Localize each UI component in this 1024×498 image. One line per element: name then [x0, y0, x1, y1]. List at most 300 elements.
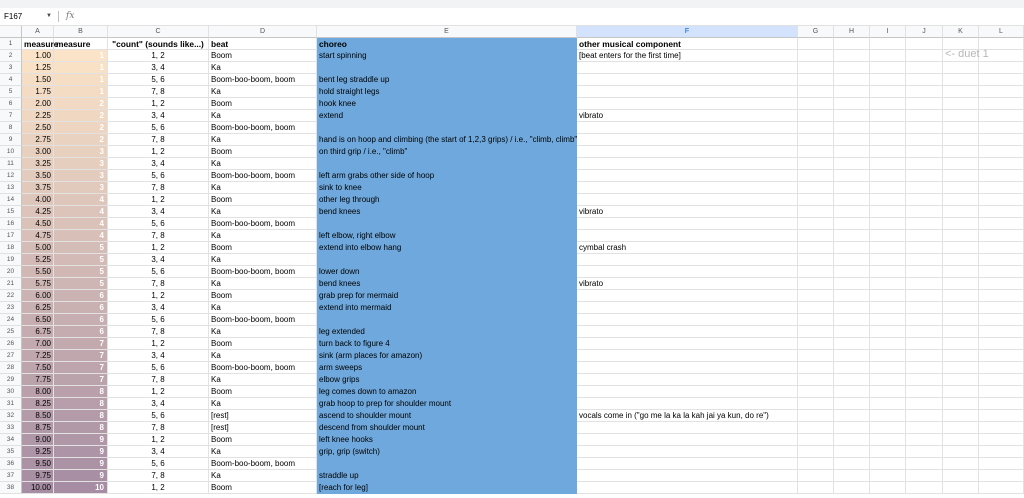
measure-decimal-cell[interactable]: 3.25 — [22, 158, 54, 170]
empty-cell[interactable] — [979, 422, 1024, 434]
measure-decimal-cell[interactable]: 2.00 — [22, 98, 54, 110]
empty-cell[interactable] — [943, 278, 979, 290]
empty-cell[interactable] — [798, 170, 834, 182]
musical-component-cell[interactable] — [577, 170, 798, 182]
musical-component-cell[interactable] — [577, 230, 798, 242]
measure-number-cell[interactable]: 4 — [54, 230, 108, 242]
measure-number-cell[interactable]: 9 — [54, 446, 108, 458]
measure-decimal-cell[interactable]: 4.25 — [22, 206, 54, 218]
empty-cell[interactable] — [798, 122, 834, 134]
measure-number-cell[interactable]: 2 — [54, 98, 108, 110]
empty-cell[interactable] — [943, 218, 979, 230]
choreo-cell[interactable]: on third grip / i.e., "climb" — [317, 146, 577, 158]
beat-cell[interactable]: Ka — [209, 446, 317, 458]
measure-decimal-cell[interactable]: 3.00 — [22, 146, 54, 158]
row-header[interactable]: 28 — [0, 362, 22, 374]
row-header[interactable]: 6 — [0, 98, 22, 110]
header-cell-e[interactable]: choreo — [317, 38, 577, 50]
row-header[interactable]: 17 — [0, 230, 22, 242]
empty-cell[interactable] — [870, 266, 906, 278]
column-header-h[interactable]: H — [834, 26, 870, 38]
empty-cell[interactable] — [943, 458, 979, 470]
empty-cell[interactable] — [906, 74, 943, 86]
count-cell[interactable]: 3, 4 — [108, 398, 209, 410]
musical-component-cell[interactable] — [577, 86, 798, 98]
measure-number-cell[interactable]: 7 — [54, 350, 108, 362]
empty-cell[interactable] — [943, 110, 979, 122]
measure-decimal-cell[interactable]: 3.50 — [22, 170, 54, 182]
empty-cell[interactable] — [834, 206, 870, 218]
beat-cell[interactable]: Ka — [209, 134, 317, 146]
empty-cell[interactable] — [798, 98, 834, 110]
empty-cell[interactable] — [943, 398, 979, 410]
measure-number-cell[interactable]: 4 — [54, 206, 108, 218]
empty-cell[interactable] — [979, 302, 1024, 314]
musical-component-cell[interactable] — [577, 362, 798, 374]
empty-cell[interactable] — [943, 194, 979, 206]
empty-cell[interactable] — [798, 266, 834, 278]
musical-component-cell[interactable] — [577, 194, 798, 206]
measure-decimal-cell[interactable]: 4.00 — [22, 194, 54, 206]
empty-cell[interactable] — [870, 386, 906, 398]
choreo-cell[interactable]: start spinning — [317, 50, 577, 62]
empty-cell[interactable] — [798, 362, 834, 374]
empty-cell[interactable] — [943, 182, 979, 194]
empty-cell[interactable] — [979, 194, 1024, 206]
beat-cell[interactable]: Ka — [209, 62, 317, 74]
count-cell[interactable]: 3, 4 — [108, 110, 209, 122]
choreo-cell[interactable]: lower down — [317, 266, 577, 278]
empty-cell[interactable] — [943, 314, 979, 326]
measure-number-cell[interactable]: 6 — [54, 290, 108, 302]
empty-cell[interactable] — [834, 314, 870, 326]
row-header[interactable]: 36 — [0, 458, 22, 470]
header-cell-a[interactable]: measure — [24, 39, 59, 49]
row-header[interactable]: 1 — [0, 38, 22, 50]
empty-cell[interactable] — [979, 374, 1024, 386]
empty-cell[interactable] — [834, 338, 870, 350]
empty-cell[interactable] — [979, 206, 1024, 218]
empty-cell[interactable] — [979, 242, 1024, 254]
measure-decimal-cell[interactable]: 8.00 — [22, 386, 54, 398]
empty-cell[interactable] — [870, 38, 906, 50]
measure-number-cell[interactable]: 1 — [54, 74, 108, 86]
count-cell[interactable]: 5, 6 — [108, 362, 209, 374]
choreo-cell[interactable] — [317, 254, 577, 266]
choreo-cell[interactable]: bend knees — [317, 206, 577, 218]
chevron-down-icon[interactable]: ▼ — [46, 13, 52, 19]
measure-number-cell[interactable]: 3 — [54, 170, 108, 182]
empty-cell[interactable] — [870, 278, 906, 290]
count-cell[interactable]: 5, 6 — [108, 314, 209, 326]
empty-cell[interactable] — [870, 482, 906, 494]
musical-component-cell[interactable] — [577, 314, 798, 326]
empty-cell[interactable] — [979, 326, 1024, 338]
beat-cell[interactable]: Boom — [209, 290, 317, 302]
empty-cell[interactable] — [906, 110, 943, 122]
measure-decimal-cell[interactable]: 2.25 — [22, 110, 54, 122]
empty-cell[interactable] — [943, 98, 979, 110]
header-cell-f[interactable]: other musical component — [577, 38, 798, 50]
row-header[interactable]: 13 — [0, 182, 22, 194]
measure-decimal-cell[interactable]: 6.75 — [22, 326, 54, 338]
empty-cell[interactable] — [870, 254, 906, 266]
choreo-cell[interactable] — [317, 218, 577, 230]
empty-cell[interactable] — [906, 218, 943, 230]
empty-cell[interactable] — [798, 434, 834, 446]
musical-component-cell[interactable] — [577, 122, 798, 134]
row-header[interactable]: 3 — [0, 62, 22, 74]
measure-decimal-cell[interactable]: 8.50 — [22, 410, 54, 422]
empty-cell[interactable] — [834, 254, 870, 266]
empty-cell[interactable] — [834, 446, 870, 458]
empty-cell[interactable] — [798, 410, 834, 422]
musical-component-cell[interactable]: cymbal crash — [577, 242, 798, 254]
empty-cell[interactable] — [906, 242, 943, 254]
measure-number-cell[interactable]: 2 — [54, 110, 108, 122]
count-cell[interactable]: 5, 6 — [108, 74, 209, 86]
count-cell[interactable]: 1, 2 — [108, 338, 209, 350]
measure-number-cell[interactable]: 8 — [54, 422, 108, 434]
empty-cell[interactable] — [979, 386, 1024, 398]
empty-cell[interactable] — [870, 470, 906, 482]
empty-cell[interactable] — [834, 230, 870, 242]
choreo-cell[interactable]: elbow grips — [317, 374, 577, 386]
empty-cell[interactable] — [979, 314, 1024, 326]
empty-cell[interactable] — [943, 302, 979, 314]
musical-component-cell[interactable] — [577, 62, 798, 74]
beat-cell[interactable]: Boom-boo-boom, boom — [209, 218, 317, 230]
empty-cell[interactable] — [870, 182, 906, 194]
measure-number-cell[interactable]: 1 — [54, 50, 108, 62]
beat-cell[interactable]: Ka — [209, 374, 317, 386]
header-cell-b[interactable]: measure — [54, 38, 108, 50]
empty-cell[interactable] — [870, 98, 906, 110]
count-cell[interactable]: 7, 8 — [108, 278, 209, 290]
empty-cell[interactable] — [870, 134, 906, 146]
musical-component-cell[interactable] — [577, 434, 798, 446]
column-header-i[interactable]: I — [870, 26, 906, 38]
empty-cell[interactable] — [979, 182, 1024, 194]
empty-cell[interactable] — [943, 434, 979, 446]
empty-cell[interactable] — [906, 326, 943, 338]
measure-number-cell[interactable]: 3 — [54, 182, 108, 194]
empty-cell[interactable] — [798, 422, 834, 434]
beat-cell[interactable]: Ka — [209, 110, 317, 122]
musical-component-cell[interactable]: vibrato — [577, 278, 798, 290]
measure-decimal-cell[interactable]: 9.50 — [22, 458, 54, 470]
beat-cell[interactable]: Ka — [209, 182, 317, 194]
empty-cell[interactable] — [979, 410, 1024, 422]
count-cell[interactable]: 1, 2 — [108, 290, 209, 302]
row-header[interactable]: 33 — [0, 422, 22, 434]
measure-number-cell[interactable]: 6 — [54, 326, 108, 338]
count-cell[interactable]: 3, 4 — [108, 62, 209, 74]
count-cell[interactable]: 5, 6 — [108, 170, 209, 182]
empty-cell[interactable] — [870, 242, 906, 254]
choreo-cell[interactable]: left arm grabs other side of hoop — [317, 170, 577, 182]
empty-cell[interactable] — [979, 146, 1024, 158]
empty-cell[interactable] — [943, 350, 979, 362]
empty-cell[interactable] — [979, 338, 1024, 350]
measure-decimal-cell[interactable]: 4.75 — [22, 230, 54, 242]
measure-decimal-cell[interactable]: 7.25 — [22, 350, 54, 362]
measure-number-cell[interactable]: 7 — [54, 338, 108, 350]
beat-cell[interactable]: Boom-boo-boom, boom — [209, 458, 317, 470]
column-header-l[interactable]: L — [979, 26, 1024, 38]
empty-cell[interactable] — [834, 266, 870, 278]
empty-cell[interactable] — [943, 386, 979, 398]
musical-component-cell[interactable] — [577, 374, 798, 386]
empty-cell[interactable] — [798, 38, 834, 50]
empty-cell[interactable] — [834, 194, 870, 206]
row-header[interactable]: 21 — [0, 278, 22, 290]
empty-cell[interactable] — [943, 170, 979, 182]
measure-decimal-cell[interactable]: 7.00 — [22, 338, 54, 350]
row-header[interactable]: 22 — [0, 290, 22, 302]
measure-number-cell[interactable]: 3 — [54, 158, 108, 170]
row-header[interactable]: 7 — [0, 110, 22, 122]
row-header[interactable]: 29 — [0, 374, 22, 386]
empty-cell[interactable] — [834, 290, 870, 302]
musical-component-cell[interactable]: vibrato — [577, 110, 798, 122]
empty-cell[interactable] — [798, 86, 834, 98]
header-cell-d[interactable]: beat — [209, 38, 317, 50]
empty-cell[interactable] — [979, 158, 1024, 170]
beat-cell[interactable]: Ka — [209, 86, 317, 98]
count-cell[interactable]: 7, 8 — [108, 230, 209, 242]
empty-cell[interactable] — [798, 386, 834, 398]
row-header[interactable]: 4 — [0, 74, 22, 86]
empty-cell[interactable] — [943, 290, 979, 302]
empty-cell[interactable] — [870, 86, 906, 98]
row-header[interactable]: 27 — [0, 350, 22, 362]
empty-cell[interactable] — [979, 170, 1024, 182]
empty-cell[interactable] — [979, 470, 1024, 482]
empty-cell[interactable] — [870, 422, 906, 434]
empty-cell[interactable] — [979, 62, 1024, 74]
empty-cell[interactable] — [834, 218, 870, 230]
empty-cell[interactable] — [834, 362, 870, 374]
empty-cell[interactable] — [979, 434, 1024, 446]
empty-cell[interactable] — [943, 146, 979, 158]
empty-cell[interactable] — [798, 254, 834, 266]
choreo-cell[interactable]: grip, grip (switch) — [317, 446, 577, 458]
measure-decimal-cell[interactable]: 6.25 — [22, 302, 54, 314]
musical-component-cell[interactable]: vibrato — [577, 206, 798, 218]
empty-cell[interactable] — [979, 218, 1024, 230]
row-header[interactable]: 37 — [0, 470, 22, 482]
empty-cell[interactable] — [906, 350, 943, 362]
musical-component-cell[interactable] — [577, 74, 798, 86]
measure-decimal-cell[interactable]: 9.75 — [22, 470, 54, 482]
beat-cell[interactable]: Boom — [209, 338, 317, 350]
empty-cell[interactable] — [979, 458, 1024, 470]
empty-cell[interactable] — [834, 350, 870, 362]
musical-component-cell[interactable] — [577, 146, 798, 158]
empty-cell[interactable] — [906, 38, 943, 50]
empty-cell[interactable] — [870, 158, 906, 170]
choreo-cell[interactable] — [317, 314, 577, 326]
empty-cell[interactable] — [979, 122, 1024, 134]
measure-number-cell[interactable]: 1 — [54, 62, 108, 74]
count-cell[interactable]: 5, 6 — [108, 266, 209, 278]
beat-cell[interactable]: Boom — [209, 434, 317, 446]
beat-cell[interactable]: Boom — [209, 386, 317, 398]
choreo-cell[interactable] — [317, 122, 577, 134]
empty-cell[interactable] — [979, 350, 1024, 362]
musical-component-cell[interactable] — [577, 458, 798, 470]
beat-cell[interactable]: Ka — [209, 278, 317, 290]
header-cell-c[interactable]: "count" (sounds like...) — [108, 38, 209, 50]
choreo-cell[interactable] — [317, 458, 577, 470]
musical-component-cell[interactable]: vocals come in ("go me la ka la kah jai ya kun, do re") — [577, 410, 798, 422]
column-header-c[interactable]: C — [108, 26, 209, 38]
empty-cell[interactable] — [798, 290, 834, 302]
empty-cell[interactable] — [834, 134, 870, 146]
empty-cell[interactable] — [906, 470, 943, 482]
beat-cell[interactable]: Boom-boo-boom, boom — [209, 314, 317, 326]
empty-cell[interactable] — [834, 398, 870, 410]
empty-cell[interactable] — [870, 446, 906, 458]
empty-cell[interactable] — [798, 374, 834, 386]
empty-cell[interactable] — [979, 446, 1024, 458]
measure-decimal-cell[interactable]: 1.25 — [22, 62, 54, 74]
empty-cell[interactable] — [834, 386, 870, 398]
measure-number-cell[interactable]: 7 — [54, 362, 108, 374]
count-cell[interactable]: 5, 6 — [108, 122, 209, 134]
empty-cell[interactable] — [979, 362, 1024, 374]
measure-decimal-cell[interactable]: 1.50 — [22, 74, 54, 86]
measure-decimal-cell[interactable]: 3.75 — [22, 182, 54, 194]
row-header[interactable]: 24 — [0, 314, 22, 326]
empty-cell[interactable] — [834, 62, 870, 74]
measure-number-cell[interactable]: 8 — [54, 386, 108, 398]
choreo-cell[interactable] — [317, 62, 577, 74]
choreo-cell[interactable]: arm sweeps — [317, 362, 577, 374]
empty-cell[interactable] — [906, 206, 943, 218]
empty-cell[interactable] — [834, 410, 870, 422]
empty-cell[interactable] — [943, 362, 979, 374]
count-cell[interactable]: 1, 2 — [108, 434, 209, 446]
musical-component-cell[interactable] — [577, 134, 798, 146]
row-header[interactable]: 32 — [0, 410, 22, 422]
empty-cell[interactable] — [870, 122, 906, 134]
musical-component-cell[interactable] — [577, 290, 798, 302]
row-header[interactable]: 19 — [0, 254, 22, 266]
measure-number-cell[interactable]: 4 — [54, 194, 108, 206]
measure-number-cell[interactable]: 3 — [54, 146, 108, 158]
beat-cell[interactable]: Boom — [209, 242, 317, 254]
measure-number-cell[interactable]: 5 — [54, 254, 108, 266]
empty-cell[interactable] — [798, 302, 834, 314]
empty-cell[interactable] — [798, 230, 834, 242]
empty-cell[interactable] — [798, 446, 834, 458]
musical-component-cell[interactable] — [577, 302, 798, 314]
measure-number-cell[interactable]: 4 — [54, 218, 108, 230]
empty-cell[interactable] — [979, 290, 1024, 302]
empty-cell[interactable] — [834, 326, 870, 338]
empty-cell[interactable] — [870, 362, 906, 374]
empty-cell[interactable] — [834, 302, 870, 314]
beat-cell[interactable]: [rest] — [209, 422, 317, 434]
beat-cell[interactable]: Ka — [209, 350, 317, 362]
empty-cell[interactable] — [943, 206, 979, 218]
empty-cell[interactable] — [979, 482, 1024, 494]
empty-cell[interactable] — [943, 422, 979, 434]
empty-cell[interactable] — [906, 86, 943, 98]
row-header[interactable]: 12 — [0, 170, 22, 182]
empty-cell[interactable] — [870, 218, 906, 230]
musical-component-cell[interactable] — [577, 470, 798, 482]
empty-cell[interactable] — [834, 50, 870, 62]
empty-cell[interactable] — [834, 38, 870, 50]
empty-cell[interactable] — [943, 410, 979, 422]
row-header[interactable]: 5 — [0, 86, 22, 98]
count-cell[interactable]: 3, 4 — [108, 446, 209, 458]
measure-number-cell[interactable]: 8 — [54, 398, 108, 410]
measure-number-cell[interactable]: 2 — [54, 134, 108, 146]
select-all-corner[interactable] — [0, 26, 22, 38]
empty-cell[interactable] — [906, 434, 943, 446]
choreo-cell[interactable]: turn back to figure 4 — [317, 338, 577, 350]
empty-cell[interactable] — [870, 62, 906, 74]
empty-cell[interactable] — [943, 482, 979, 494]
empty-cell[interactable] — [798, 314, 834, 326]
count-cell[interactable]: 3, 4 — [108, 206, 209, 218]
musical-component-cell[interactable] — [577, 98, 798, 110]
choreo-cell[interactable]: straddle up — [317, 470, 577, 482]
count-cell[interactable]: 1, 2 — [108, 242, 209, 254]
measure-number-cell[interactable]: 1 — [54, 86, 108, 98]
measure-decimal-cell[interactable]: 9.25 — [22, 446, 54, 458]
empty-cell[interactable] — [906, 314, 943, 326]
measure-decimal-cell[interactable]: 4.50 — [22, 218, 54, 230]
empty-cell[interactable] — [834, 182, 870, 194]
measure-decimal-cell[interactable]: 7.50 — [22, 362, 54, 374]
empty-cell[interactable] — [798, 50, 834, 62]
count-cell[interactable]: 3, 4 — [108, 350, 209, 362]
empty-cell[interactable] — [798, 158, 834, 170]
empty-cell[interactable] — [870, 146, 906, 158]
empty-cell[interactable] — [906, 194, 943, 206]
count-cell[interactable]: 1, 2 — [108, 194, 209, 206]
count-cell[interactable]: 7, 8 — [108, 86, 209, 98]
empty-cell[interactable] — [798, 482, 834, 494]
measure-decimal-cell[interactable]: 8.25 — [22, 398, 54, 410]
count-cell[interactable]: 7, 8 — [108, 422, 209, 434]
empty-cell[interactable] — [979, 278, 1024, 290]
beat-cell[interactable]: Boom-boo-boom, boom — [209, 362, 317, 374]
beat-cell[interactable]: Boom-boo-boom, boom — [209, 170, 317, 182]
empty-cell[interactable] — [870, 326, 906, 338]
empty-cell[interactable] — [906, 266, 943, 278]
count-cell[interactable]: 3, 4 — [108, 158, 209, 170]
empty-cell[interactable] — [906, 386, 943, 398]
empty-cell[interactable] — [834, 146, 870, 158]
beat-cell[interactable]: Boom — [209, 482, 317, 494]
empty-cell[interactable] — [979, 110, 1024, 122]
empty-cell[interactable] — [979, 86, 1024, 98]
row-header[interactable]: 14 — [0, 194, 22, 206]
empty-cell[interactable] — [906, 374, 943, 386]
beat-cell[interactable]: Ka — [209, 302, 317, 314]
empty-cell[interactable] — [943, 338, 979, 350]
row-header[interactable]: 8 — [0, 122, 22, 134]
name-box[interactable] — [0, 8, 56, 25]
empty-cell[interactable] — [798, 242, 834, 254]
empty-cell[interactable] — [906, 230, 943, 242]
